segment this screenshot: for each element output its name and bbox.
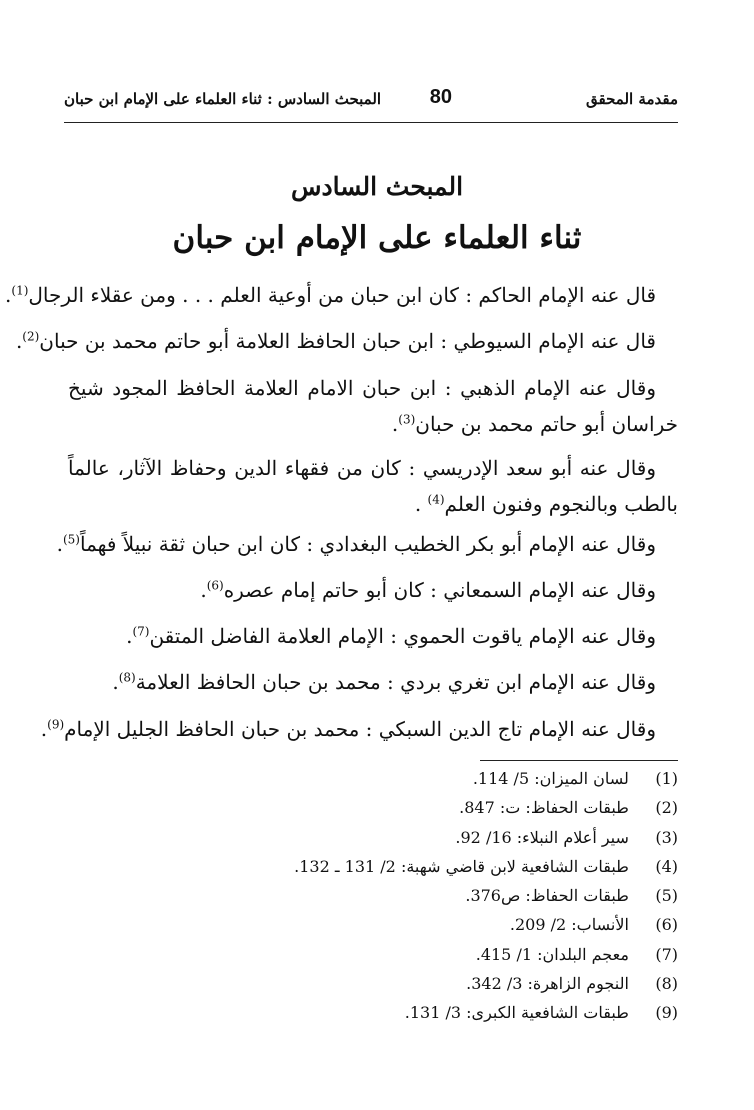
footnote-item bbox=[294, 823, 678, 852]
footnote-text: طبقات الشافعية الكبرى: 3/ 131. bbox=[404, 1003, 629, 1023]
quote-end: . bbox=[391, 412, 399, 436]
footnote-item bbox=[294, 998, 678, 1027]
footnote-ref: (7) bbox=[132, 624, 150, 639]
quote-paragraph bbox=[16, 323, 656, 359]
footnote-ref: (2) bbox=[22, 329, 40, 344]
quote-text: وقال عنه الإمام ابن تغري بردي : محمد بن حبان الحافظ العلامة bbox=[135, 670, 656, 694]
footnote-text: معجم البلدان: 1/ 415. bbox=[475, 944, 629, 964]
quote-text: وقال عنه أبو سعد الإدريسي : كان من فقهاء الدين وحفاظ الآثار، عالماً بالطب وبالنجوم وفنون العلم bbox=[68, 456, 678, 516]
footnote-item bbox=[294, 881, 678, 910]
footnote-item bbox=[294, 852, 678, 881]
quote-paragraph bbox=[5, 277, 656, 313]
footnote-number: (5) bbox=[655, 886, 678, 906]
quote-end: . bbox=[15, 329, 23, 353]
footnote-number: (9) bbox=[655, 1003, 678, 1023]
footnote-ref: (8) bbox=[118, 670, 136, 685]
quote-end: . bbox=[112, 670, 119, 694]
running-head-chapter: المبحث السادس : ثناء العلماء على الإمام ابن حبان bbox=[64, 90, 382, 108]
quote-end: . bbox=[126, 624, 133, 648]
quote-end: . bbox=[56, 532, 63, 556]
quote-text: وقال عنه الإمام ياقوت الحموي : الإمام العلامة الفاضل المتقن bbox=[149, 624, 656, 648]
section-title: ثناء العلماء على الإمام ابن حبان bbox=[172, 220, 582, 256]
footnote-ref: (6) bbox=[206, 578, 224, 593]
quote-end: . bbox=[5, 283, 12, 307]
quote-text: وقال عنه الإمام تاج الدين السبكي : محمد بن حبان الحافظ الجليل الإمام bbox=[64, 717, 656, 741]
footnote-ref: (1) bbox=[11, 283, 29, 298]
footnote-item bbox=[294, 764, 678, 793]
quote-text: وقال عنه الإمام أبو بكر الخطيب البغدادي : كان ابن حبان ثقة نبيلاً فهماً bbox=[79, 532, 656, 556]
quote-end: . bbox=[40, 717, 48, 741]
footnote-text: طبقات الحفاظ: ص376. bbox=[465, 886, 629, 906]
header-rule bbox=[64, 122, 678, 123]
quote-text: قال عنه الإمام الحاكم : كان ابن حبان من أوعية العلم . . . ومن عقلاء الرجال bbox=[28, 283, 656, 307]
running-head bbox=[64, 86, 678, 116]
footnote-item bbox=[294, 910, 678, 939]
quote-paragraph bbox=[200, 572, 656, 608]
footnote-item bbox=[294, 793, 678, 822]
footnote-ref: (9) bbox=[47, 717, 65, 732]
footnote-number: (1) bbox=[655, 769, 678, 788]
footnote-item bbox=[294, 969, 678, 998]
footnote-number: (4) bbox=[655, 856, 678, 876]
footnote-text: طبقات الحفاظ: ت: 847. bbox=[459, 798, 629, 818]
quote-paragraph bbox=[112, 664, 656, 700]
quote-paragraph bbox=[68, 370, 678, 442]
footnote-rule bbox=[480, 760, 678, 761]
quote-paragraph bbox=[57, 526, 656, 562]
quote-paragraph bbox=[126, 618, 656, 654]
quote-text: وقال عنه الإمام السمعاني : كان أبو حاتم إمام عصره bbox=[223, 578, 656, 602]
footnote-item bbox=[294, 940, 678, 969]
quote-end: . bbox=[414, 492, 428, 516]
quote-end: . bbox=[200, 578, 207, 602]
footnote-number: (8) bbox=[655, 974, 678, 994]
footnote-text: لسان الميزان: 5/ 114. bbox=[472, 769, 629, 788]
quote-paragraph bbox=[41, 711, 656, 747]
footnote-number: (2) bbox=[655, 798, 678, 818]
footnote-ref: (3) bbox=[398, 412, 416, 427]
footnote-text: سير أعلام النبلاء: 16/ 92. bbox=[455, 827, 629, 847]
footnote-number: (6) bbox=[655, 915, 678, 935]
footnote-ref: (5) bbox=[62, 532, 80, 547]
footnote-list bbox=[294, 764, 678, 1028]
footnote-number: (7) bbox=[655, 944, 678, 964]
footnote-text: الأنساب: 2/ 209. bbox=[509, 915, 629, 935]
section-subtitle: المبحث السادس bbox=[290, 172, 464, 201]
page-number: 80 bbox=[429, 86, 452, 108]
footnote-text: النجوم الزاهرة: 3/ 342. bbox=[466, 974, 629, 994]
running-head-section: مقدمة المحقق bbox=[586, 90, 678, 108]
footnote-text: طبقات الشافعية لابن قاضي شهبة: 2/ 131 ـ 132. bbox=[294, 856, 629, 876]
footnote-ref: (4) bbox=[427, 492, 445, 507]
quote-text: وقال عنه الإمام الذهبي : ابن حبان الامام العلامة الحافظ المجود شيخ خراسان أبو حاتم محمد بن حبان bbox=[68, 376, 678, 436]
quote-paragraph bbox=[68, 450, 678, 522]
footnote-number: (3) bbox=[655, 827, 678, 847]
quote-text: قال عنه الإمام السيوطي : ابن حبان الحافظ العلامة أبو حاتم محمد بن حبان bbox=[39, 329, 656, 353]
